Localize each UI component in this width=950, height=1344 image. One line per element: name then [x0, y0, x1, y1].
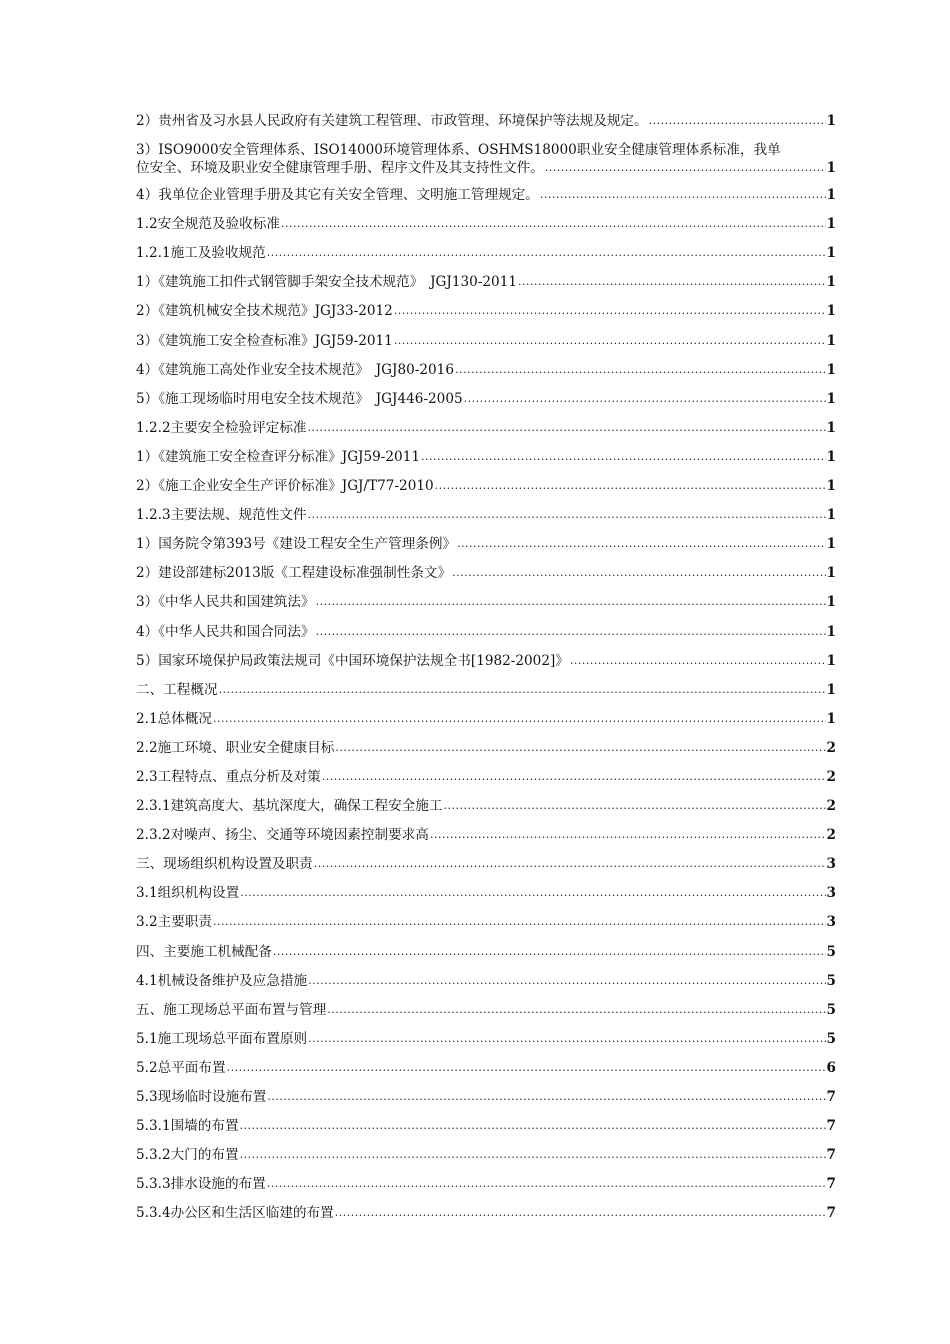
dot-leader: [273, 943, 826, 961]
toc-page-number: 1: [826, 565, 836, 582]
toc-entry[interactable]: [136, 1117, 836, 1135]
toc-entry[interactable]: [136, 593, 836, 611]
toc-page-number: 1: [826, 390, 836, 407]
toc-page-number: 3: [826, 856, 836, 873]
toc-page-number: 7: [826, 1205, 836, 1222]
dot-leader: [267, 1175, 826, 1193]
toc-page-number: 2: [826, 827, 836, 844]
toc-entry[interactable]: [136, 419, 836, 437]
toc-entry-text: 1.2.1施工及验收规范: [136, 245, 266, 262]
dot-leader: [316, 593, 826, 611]
toc-entry-text: 4）我单位企业管理手册及其它有关安全管理、文明施工管理规定。: [136, 187, 539, 204]
dot-leader: [394, 332, 826, 350]
toc-entry-text: 1）《建筑施工安全检查评分标准》JGJ59-2011: [136, 448, 420, 465]
dot-leader: [570, 652, 826, 670]
toc-page-number: 1: [826, 303, 836, 320]
toc-page-number: 1: [826, 710, 836, 727]
toc-page-number: 5: [826, 943, 836, 960]
dot-leader: [464, 390, 826, 408]
toc-entry-text: 1）国务院令第393号《建设工程安全生产管理条例》: [136, 536, 457, 553]
dot-leader: [281, 215, 826, 233]
dot-leader: [213, 710, 826, 728]
toc-entry-text: 5）国家环境保护局政策法规司《中国环境保护法规全书[1982-2002]》: [136, 652, 569, 669]
toc-page-number: 1: [826, 681, 836, 698]
toc-page-number: 1: [826, 160, 836, 177]
toc-entry[interactable]: [136, 244, 836, 262]
toc-entry[interactable]: [136, 797, 836, 815]
toc-page-number: 2: [826, 798, 836, 815]
toc-entry-text: 5.3现场临时设施布置: [136, 1089, 267, 1105]
dot-leader: [335, 1204, 826, 1222]
toc-entry[interactable]: [136, 215, 836, 233]
toc-page-number: 1: [826, 536, 836, 553]
toc-entry[interactable]: [136, 1146, 836, 1164]
dot-leader: [219, 681, 826, 699]
toc-page-number: 3: [826, 885, 836, 902]
toc-entry-text: 1.2安全规范及验收标准: [136, 216, 280, 233]
toc-entry-line2: [136, 159, 836, 177]
toc-page-number: 5: [826, 972, 836, 989]
toc-page-number: 1: [826, 216, 836, 233]
dot-leader: [327, 1001, 825, 1019]
toc-entry-text: 5.3.4办公区和生活区临建的布置: [136, 1205, 334, 1222]
toc-entry-text: 4.1机械设备维护及应急措施: [136, 972, 308, 989]
dot-leader: [316, 623, 826, 641]
toc-page-number: 1: [826, 448, 836, 465]
toc-page-number: 1: [826, 478, 836, 495]
toc-entry[interactable]: [136, 1030, 836, 1048]
dot-leader: [335, 739, 825, 757]
toc-entry-text: 2.3.1建筑高度大、基坑深度大，确保工程安全施工: [136, 798, 443, 815]
dot-leader: [518, 273, 826, 291]
toc-page-number: 7: [826, 1118, 836, 1135]
toc-entry-text-line1: 3）ISO9000安全管理体系、ISO14000环境管理体系、OSHMS18000职业安全健康管理体系标准，我单: [136, 142, 781, 159]
dot-leader: [314, 855, 826, 873]
toc-page-number: 1: [826, 623, 836, 640]
toc-page-number: 1: [826, 274, 836, 291]
toc-entry-text: 二、工程概况: [136, 681, 218, 698]
toc-entry-text: 3）《建筑施工安全检查标准》JGJ59-2011: [136, 332, 393, 349]
toc-entry-text: 5.3.2大门的布置: [136, 1147, 239, 1164]
toc-entry-text: 3）《中华人民共和国建筑法》: [136, 594, 315, 611]
dot-leader: [452, 564, 825, 582]
toc-page-number: 1: [826, 419, 836, 436]
toc-entry-text: 位安全、环境及职业安全健康管理手册、程序文件及其支持性文件。: [136, 160, 544, 177]
dot-leader: [267, 1088, 825, 1106]
toc-page-number: 7: [826, 1089, 836, 1105]
dot-leader: [540, 186, 826, 204]
toc-entry-text: 2.2施工环境、职业安全健康目标: [136, 739, 335, 756]
toc-entry[interactable]: [136, 564, 836, 582]
toc-entry-text: 1）《建筑施工扣件式钢管脚手架安全技术规范》 JGJ130-2011: [136, 274, 518, 291]
dot-leader: [322, 768, 826, 786]
toc-page-number: 2: [826, 768, 836, 785]
dot-leader: [240, 1117, 826, 1135]
toc-entry[interactable]: [136, 332, 836, 350]
toc-page-number: 1: [826, 113, 836, 129]
dot-leader: [240, 1146, 826, 1164]
toc-entry-text: 2）《建筑机械安全技术规范》JGJ33-2012: [136, 303, 393, 320]
toc-entry[interactable]: [136, 681, 836, 699]
dot-leader: [421, 448, 826, 466]
toc-entry-text: 2.3.2对噪声、扬尘、交通等环境因素控制要求高: [136, 827, 429, 844]
toc-page-number: 2: [826, 739, 836, 756]
toc-entry-text: 4）《建筑施工高处作业安全技术规范》 JGJ80-2016: [136, 361, 454, 378]
toc-entry[interactable]: [136, 141, 836, 177]
dot-leader: [545, 159, 826, 177]
toc-entry[interactable]: [136, 768, 836, 786]
toc-page-number: 7: [826, 1147, 836, 1164]
toc-entry[interactable]: [136, 1059, 836, 1077]
toc-page-number: 1: [826, 187, 836, 204]
dot-leader: [430, 826, 826, 844]
toc-entry[interactable]: [136, 1088, 836, 1106]
toc-entry-text: 5.2总平面布置: [136, 1059, 226, 1076]
toc-entry[interactable]: [136, 826, 836, 844]
toc-entry[interactable]: [136, 623, 836, 641]
toc-entry[interactable]: [136, 913, 836, 931]
toc-entry[interactable]: [136, 302, 836, 320]
toc-entry[interactable]: [136, 186, 836, 204]
dot-leader: [649, 112, 826, 130]
toc-entry-text: 四、主要施工机械配备: [136, 943, 272, 960]
dot-leader: [308, 419, 826, 437]
toc-entry-text: 2）建设部建标2013版《工程建设标准强制性条文》: [136, 565, 452, 582]
toc-entry[interactable]: [136, 1001, 836, 1019]
toc-page-number: 1: [826, 652, 836, 669]
toc-page-number: 1: [826, 507, 836, 524]
toc-entry-text: 3.2主要职责: [136, 914, 212, 931]
dot-leader: [213, 913, 826, 931]
toc-entry[interactable]: [136, 535, 836, 553]
toc-entry[interactable]: [136, 506, 836, 524]
toc-entry-text: 2）《施工企业安全生产评价标准》JGJ/T77-2010: [136, 478, 434, 495]
dot-leader: [394, 302, 826, 320]
toc-entry-text: 2.1总体概况: [136, 710, 212, 727]
toc-entry-text: 2.3工程特点、重点分析及对策: [136, 768, 321, 785]
dot-leader: [308, 506, 826, 524]
dot-leader: [435, 477, 826, 495]
toc-entry[interactable]: [136, 273, 836, 291]
toc-entry-text: 5.3.1围墙的布置: [136, 1118, 239, 1135]
toc-entry-text: 五、施工现场总平面布置与管理: [136, 1001, 327, 1018]
toc-entry[interactable]: [136, 361, 836, 379]
dot-leader: [240, 884, 825, 902]
dot-leader: [457, 535, 825, 553]
dot-leader: [308, 1030, 825, 1048]
toc-page-number: 5: [826, 1001, 836, 1018]
dot-leader: [455, 361, 826, 379]
dot-leader: [308, 972, 825, 990]
toc-page-number: 6: [826, 1059, 836, 1076]
toc-entry[interactable]: [136, 112, 836, 130]
toc-entry[interactable]: [136, 652, 836, 670]
toc-page-number: 1: [826, 332, 836, 349]
table-of-contents: [136, 112, 836, 1233]
toc-entry[interactable]: [136, 972, 836, 990]
toc-page-number: 5: [826, 1030, 836, 1047]
toc-entry[interactable]: [136, 710, 836, 728]
toc-page-number: 1: [826, 594, 836, 611]
toc-entry[interactable]: [136, 1204, 836, 1222]
toc-entry-text: 1.2.2主要安全检验评定标准: [136, 419, 307, 436]
toc-entry-text: 3.1组织机构设置: [136, 885, 240, 902]
toc-page-number: 3: [826, 914, 836, 931]
toc-entry-text: 5.1施工现场总平面布置原则: [136, 1030, 308, 1047]
toc-page-number: 1: [826, 245, 836, 262]
dot-leader: [267, 244, 826, 262]
toc-entry[interactable]: [136, 1175, 836, 1193]
toc-entry-text: 2）贵州省及习水县人民政府有关建筑工程管理、市政管理、环境保护等法规及规定。: [136, 113, 648, 129]
toc-entry[interactable]: [136, 943, 836, 961]
toc-page-number: 1: [826, 361, 836, 378]
toc-entry[interactable]: [136, 390, 836, 408]
dot-leader: [443, 797, 825, 815]
toc-entry-text: 5.3.3排水设施的布置: [136, 1176, 266, 1193]
toc-entry[interactable]: [136, 477, 836, 495]
toc-entry[interactable]: [136, 448, 836, 466]
dot-leader: [227, 1059, 826, 1077]
toc-entry-text: 三、现场组织机构设置及职责: [136, 856, 313, 873]
toc-entry-text: 5）《施工现场临时用电安全技术规范》 JGJ446-2005: [136, 390, 463, 407]
toc-page-number: 7: [826, 1176, 836, 1193]
toc-entry[interactable]: [136, 855, 836, 873]
toc-entry-text: 4）《中华人民共和国合同法》: [136, 623, 315, 640]
toc-entry[interactable]: [136, 739, 836, 757]
toc-entry[interactable]: [136, 884, 836, 902]
toc-entry-text: 1.2.3主要法规、规范性文件: [136, 507, 307, 524]
